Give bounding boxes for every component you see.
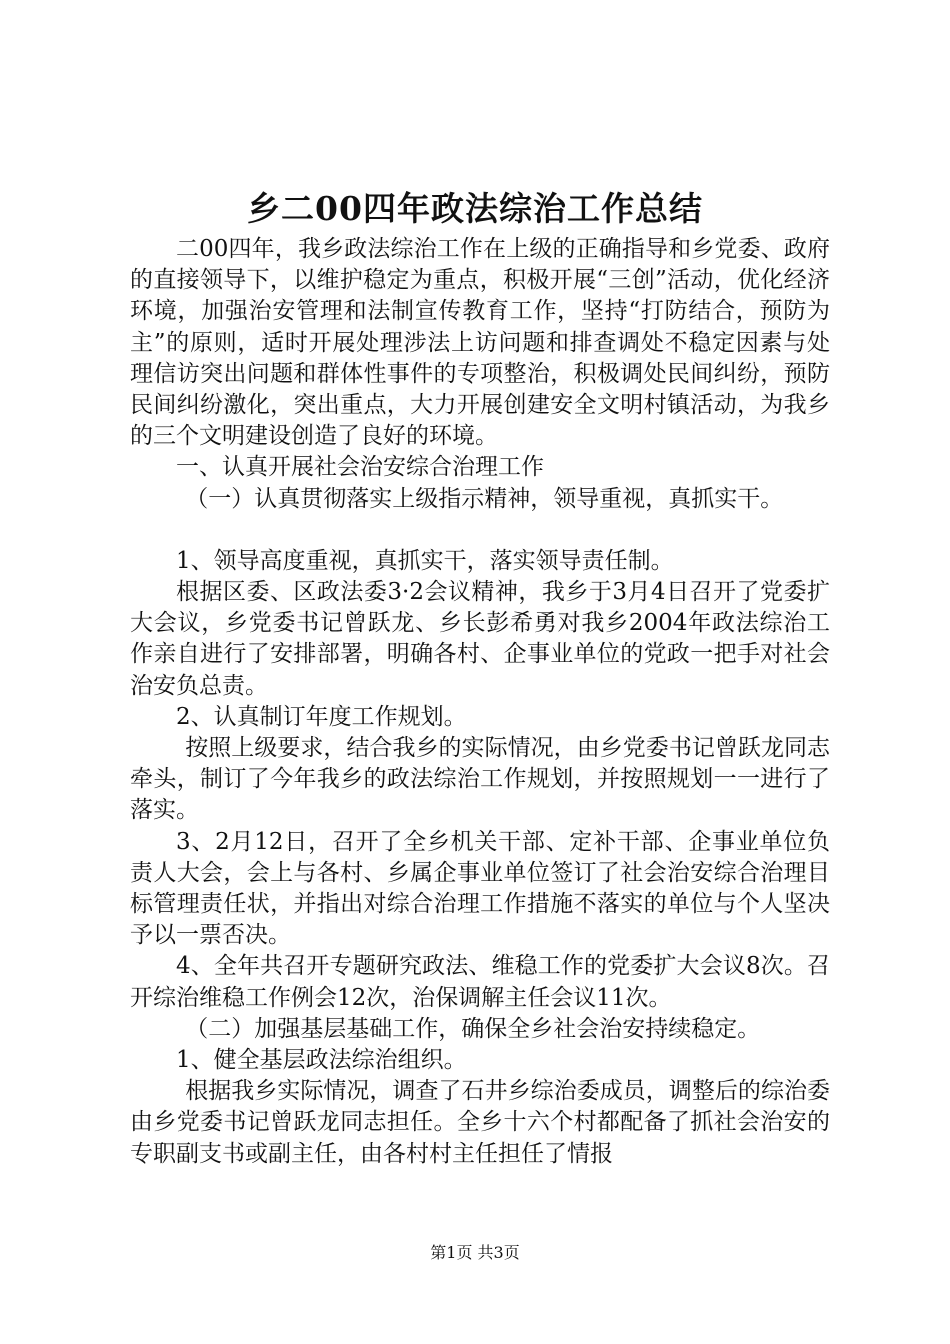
subsection-heading-1: （一）认真贯彻落实上级指示精神，领导重视，真抓实干。 xyxy=(185,485,784,512)
page-footer: 第1页 共3页 xyxy=(430,1243,520,1262)
item-heading-2: 2、认真制订年度工作规划。 xyxy=(176,703,467,730)
item-heading-5: 1、健全基层政法综治组织。 xyxy=(176,1047,467,1074)
body-paragraph: 根据区委、区政法委3·2会议精神，我乡于3月4日召开了党委扩大会议，乡党委书记曾跃龙、乡长彭希勇对我乡2004年政法综治工作亲自进行了安排部署，明确各村、企事业单位的党政一把手对社会治安负总责。 xyxy=(130,579,830,699)
document-title: 乡二00四年政法综治工作总结 xyxy=(247,189,703,228)
document-body xyxy=(130,234,830,1170)
subsection-heading-2: （二）加强基层基础工作，确保全乡社会治安持续稳定。 xyxy=(185,1015,761,1042)
item-paragraph-3: 3、2月12日，召开了全乡机关干部、定补干部、企事业单位负责人大会，会上与各村、乡属企事业单位签订了社会治安综合治理目标管理责任状，并指出对综合治理工作措施不落实的单位与个人坚决予以一票否决。 xyxy=(130,828,830,949)
body-paragraph: 按照上级要求，结合我乡的实际情况，由乡党委书记曾跃龙同志牵头，制订了今年我乡的政法综治工作规划，并按照规划一一进行了落实。 xyxy=(130,735,830,824)
item-heading-1: 1、领导高度重视，真抓实干，落实领导责任制。 xyxy=(176,547,674,574)
item-paragraph-4: 4、全年共召开专题研究政法、维稳工作的党委扩大会议8次。召开综治维稳工作例会12次，治保调解主任会议11次。 xyxy=(130,953,830,1011)
intro-paragraph: 二00四年，我乡政法综治工作在上级的正确指导和乡党委、政府的直接领导下，以维护稳定为重点，积极开展“三创”活动，优化经济环境，加强治安管理和法制宣传教育工作，坚持“打防结合，预防为主”的原则，适时开展处理涉法上访问题和排查调处不稳定因素与处理信访突出问题和群体性事件的专项整治，积极调处民间纠纷，预防民间纠纷激化，突出重点，大力开展创建安全文明村镇活动，为我乡的三个文明建设创造了良好的环境。 xyxy=(130,236,830,450)
section-heading-1: 一、认真开展社会治安综合治理工作 xyxy=(176,454,544,481)
body-paragraph: 根据我乡实际情况，调查了石井乡综治委成员，调整后的综治委由乡党委书记曾跃龙同志担任。全乡十六个村都配备了抓社会治安的专职副支书或副主任，由各村村主任担任了情报 xyxy=(130,1078,830,1167)
